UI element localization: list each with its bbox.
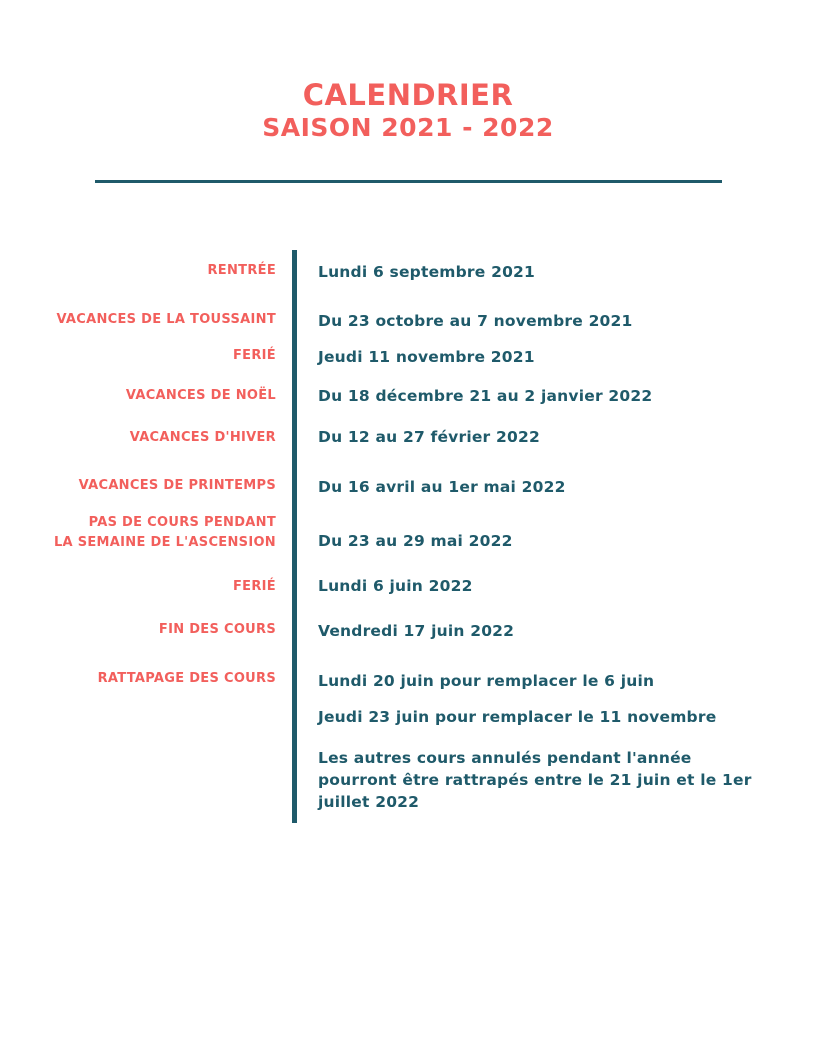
label-ascension-line-1: PAS DE COURS PENDANT: [88, 515, 276, 530]
value-fin-des-cours: Vendredi 17 juin 2022: [318, 622, 515, 640]
value-printemps: Du 16 avril au 1er mai 2022: [318, 478, 566, 496]
label-hiver: VACANCES D'HIVER: [129, 430, 276, 445]
label-toussaint: VACANCES DE LA TOUSSAINT: [56, 312, 276, 327]
label-rattrapage: RATTAPAGE DES COURS: [97, 671, 276, 686]
page-subtitle: SAISON 2021 - 2022: [262, 113, 554, 142]
timeline-line: [292, 250, 297, 823]
value-rattrapage-note-line-3: juillet 2022: [318, 793, 420, 811]
header-divider: [95, 180, 722, 183]
label-rentree: RENTRÉE: [207, 263, 276, 278]
value-noel: Du 18 décembre 21 au 2 janvier 2022: [318, 387, 653, 405]
value-rentree: Lundi 6 septembre 2021: [318, 263, 536, 281]
label-ferie-juin: FERIÉ: [233, 579, 276, 594]
value-ascension: Du 23 au 29 mai 2022: [318, 532, 513, 550]
label-noel: VACANCES DE NOËL: [125, 388, 276, 403]
page-title: CALENDRIER: [302, 78, 514, 112]
value-rattrapage-1: Lundi 20 juin pour remplacer le 6 juin: [318, 672, 655, 690]
value-rattrapage-2: Jeudi 23 juin pour remplacer le 11 novembre: [318, 708, 717, 726]
value-hiver: Du 12 au 27 février 2022: [318, 428, 540, 446]
value-ferie-novembre: Jeudi 11 novembre 2021: [318, 348, 535, 366]
label-ascension: [36, 513, 276, 553]
label-fin-des-cours: FIN DES COURS: [158, 622, 276, 637]
value-rattrapage-note: [318, 747, 758, 813]
label-ferie-novembre: FERIÉ: [233, 348, 276, 363]
value-rattrapage-note-line-2: pourront être rattrapés entre le 21 juin et le 1er: [318, 771, 752, 789]
label-ascension-line-2: LA SEMAINE DE L'ASCENSION: [53, 535, 276, 550]
value-toussaint: Du 23 octobre au 7 novembre 2021: [318, 312, 633, 330]
value-rattrapage-note-line-1: Les autres cours annulés pendant l'année: [318, 749, 692, 767]
label-printemps: VACANCES DE PRINTEMPS: [78, 478, 276, 493]
value-ferie-juin: Lundi 6 juin 2022: [318, 577, 473, 595]
page-header: [0, 78, 816, 144]
